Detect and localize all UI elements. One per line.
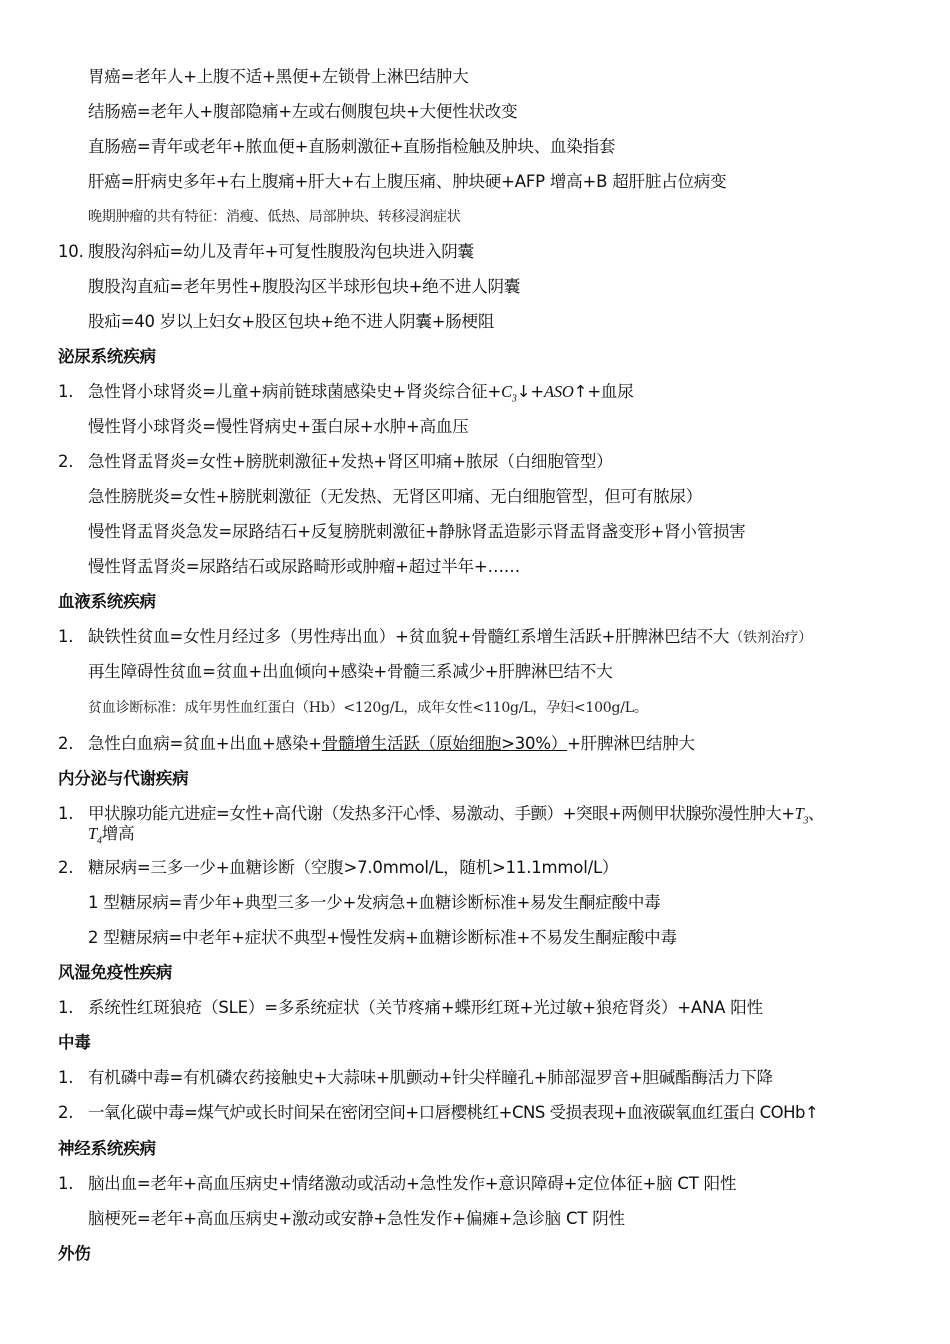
text-line: 糖尿病=三多一少+血糖诊断（空腹>7.0mmol/L，随机>11.1mmol/L） bbox=[88, 858, 619, 877]
text-line bbox=[88, 626, 812, 649]
text-line bbox=[88, 733, 695, 755]
text-line: 一氧化碳中毒=煤气炉或长时间呆在密闭空间+口唇樱桃红+CNS 受损表现+血液碳氧血红蛋白 COHb↑ bbox=[88, 1103, 819, 1122]
list-number: 1. bbox=[58, 998, 74, 1017]
text-line: 腹股沟直疝=老年男性+腹股沟区半球形包块+绝不进人阴囊 bbox=[88, 277, 521, 296]
section-heading: 神经系统疾病 bbox=[58, 1139, 156, 1158]
text-span: 增高 bbox=[101, 824, 135, 843]
text-line: 慢性肾盂肾炎急发=尿路结石+反复膀胱刺激征+静脉肾盂造影示肾盂肾盏变形+肾小管损害 bbox=[88, 522, 746, 541]
math-t: T bbox=[88, 824, 97, 843]
note-line: 贫血诊断标准：成年男性血红蛋白（Hb）<120g/L，成年女性<110g/L，孕妇<100g/L。 bbox=[88, 700, 648, 716]
text-line: 1 型糖尿病=青少年+典型三多一少+发病急+血糖诊断标准+易发生酮症酸中毒 bbox=[88, 893, 661, 912]
text-line: 急性肾盂肾炎=女性+膀胱刺激征+发热+肾区叩痛+脓尿（白细胞管型） bbox=[88, 452, 613, 471]
text-line: 脑梗死=老年+高血压病史+激动或安静+急性发作+偏瘫+急诊脑 CT 阴性 bbox=[88, 1209, 625, 1228]
text-line: 2 型糖尿病=中老年+症状不典型+慢性发病+血糖诊断标准+不易发生酮症酸中毒 bbox=[88, 928, 677, 947]
text-line: 系统性红斑狼疮（SLE）=多系统症状（关节疼痛+蝶形红斑+光过敏+狼疮肾炎）+ANA 阳性 bbox=[88, 998, 763, 1017]
list-number: 2. bbox=[58, 734, 74, 753]
math-sub: 4 bbox=[96, 835, 102, 847]
math-sub: 3 bbox=[803, 815, 808, 827]
text-line: 脑出血=老年+高血压病史+情绪激动或活动+急性发作+意识障碍+定位体征+脑 CT 阳性 bbox=[88, 1174, 737, 1193]
text-span: 血尿 bbox=[600, 382, 634, 401]
up-arrow: ↑+ bbox=[573, 382, 601, 401]
list-number: 1. bbox=[58, 1068, 74, 1087]
text-span: +肝脾淋巴结肿大 bbox=[567, 734, 695, 753]
text-line: 急性膀胱炎=女性+膀胱刺激征（无发热、无肾区叩痛、无白细胞管型，但可有脓尿） bbox=[88, 487, 703, 506]
math-c: C bbox=[501, 382, 512, 401]
section-heading: 内分泌与代谢疾病 bbox=[58, 769, 189, 788]
text-span: 急性肾小球肾炎=儿童+病前链球菌感染史+肾炎综合征+ bbox=[88, 382, 502, 401]
text-span: 甲状腺功能亢进症=女性+高代谢（发热多汗心悸、易激动、手颤）+突眼+两侧甲状腺弥漫性肿大+ bbox=[88, 804, 795, 823]
text-line bbox=[88, 823, 134, 852]
underlined-span: 骨髓增生活跃（原始细胞>30%） bbox=[321, 734, 568, 753]
note-line: 晚期肿瘤的共有特征：消瘦、低热、局部肿块、转移浸润症状 bbox=[88, 209, 461, 225]
text-line bbox=[88, 381, 634, 410]
list-number: 2. bbox=[58, 452, 74, 471]
text-line: 有机磷中毒=有机磷农药接触史+大蒜味+肌颤动+针尖样瞳孔+肺部湿罗音+胆碱酯酶活力下降 bbox=[88, 1068, 773, 1087]
text-line: 肝癌=肝病史多年+右上腹痛+肝大+右上腹压痛、肿块硬+AFP 增高+B 超肝脏占位病变 bbox=[88, 172, 727, 191]
section-heading: 血液系统疾病 bbox=[58, 592, 156, 611]
note-span: （铁剂治疗） bbox=[729, 630, 813, 646]
text-span: 缺铁性贫血=女性月经过多（男性痔出血）+贫血貌+骨髓红系增生活跃+肝脾淋巴结不大 bbox=[88, 627, 730, 646]
math-aso: ASO bbox=[544, 382, 574, 401]
text-line bbox=[88, 803, 824, 832]
text-line: 腹股沟斜疝=幼儿及青年+可复性腹股沟包块进入阴囊 bbox=[88, 242, 474, 261]
section-heading: 外伤 bbox=[58, 1244, 91, 1263]
text-line: 慢性肾盂肾炎=尿路结石或尿路畸形或肿瘤+超过半年+…… bbox=[88, 557, 521, 576]
list-number: 2. bbox=[58, 1103, 74, 1122]
list-number: 2. bbox=[58, 858, 74, 877]
text-span: 、 bbox=[807, 804, 824, 823]
math-t: T bbox=[794, 804, 804, 823]
list-number: 1. bbox=[58, 382, 74, 401]
list-number: 1. bbox=[58, 627, 74, 646]
text-line: 再生障碍性贫血=贫血+出血倾向+感染+骨髓三系减少+肝脾淋巴结不大 bbox=[88, 662, 613, 681]
text-span: 急性白血病=贫血+出血+感染+ bbox=[88, 734, 322, 753]
text-line: 胃癌=老年人+上腹不适+黑便+左锁骨上淋巴结肿大 bbox=[88, 67, 469, 86]
section-heading: 泌尿系统疾病 bbox=[58, 347, 156, 366]
down-arrow: ↓+ bbox=[516, 382, 544, 401]
text-line: 慢性肾小球肾炎=慢性肾病史+蛋白尿+水肿+高血压 bbox=[88, 417, 469, 436]
text-line: 直肠癌=青年或老年+脓血便+直肠刺激征+直肠指检触及肿块、血染指套 bbox=[88, 137, 616, 156]
list-number: 10. bbox=[58, 242, 84, 261]
list-number: 1. bbox=[58, 1174, 74, 1193]
text-line: 结肠癌=老年人+腹部隐痛+左或右侧腹包块+大便性状改变 bbox=[88, 102, 518, 121]
math-sub: 3 bbox=[511, 393, 517, 405]
section-heading: 中毒 bbox=[58, 1033, 91, 1052]
list-number: 1. bbox=[58, 804, 74, 823]
text-line: 股疝=40 岁以上妇女+股区包块+绝不进人阴囊+肠梗阻 bbox=[88, 312, 495, 331]
section-heading: 风湿免疫性疾病 bbox=[58, 963, 173, 982]
